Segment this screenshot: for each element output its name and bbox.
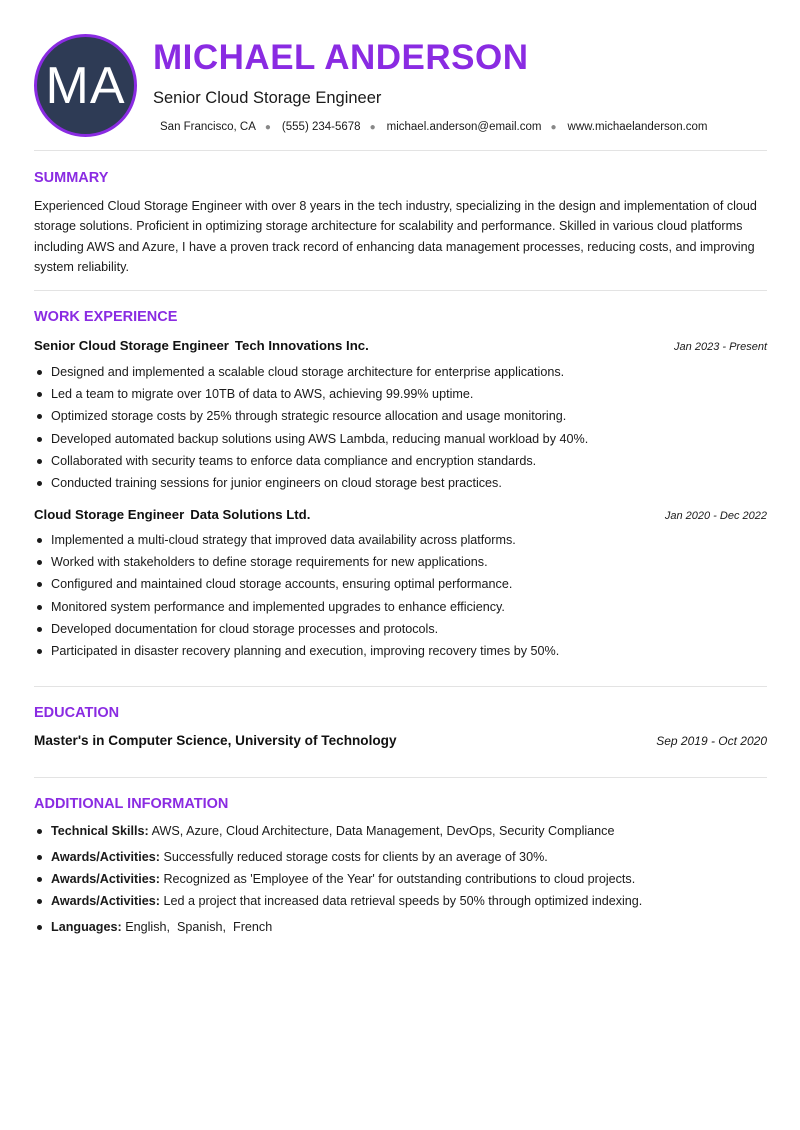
summary-text: Experienced Cloud Storage Engineer with over 8 years in the tech industry, specializing in the design and implementation of cloud storage solutions. Proficient in optimizing storage architecture for scalability and performance. Skilled in various cloud platforms including AWS and Azure, I have a proven track record of enhancing data management processes, reducing costs, and improving system reliability. (34, 199, 757, 274)
education-degree: Master's in Computer Science, University of Technology (34, 733, 397, 748)
list-item: Developed documentation for cloud storage processes and protocols. (51, 618, 767, 640)
education-entry (34, 733, 767, 748)
education-heading: EDUCATION (34, 705, 120, 721)
item-text: English, Spanish, French (125, 920, 273, 935)
job-company: Tech Innovations Inc. (234, 338, 369, 353)
job-title-line (34, 338, 369, 353)
list-item (51, 916, 767, 938)
item-label: Awards/Activities: (51, 894, 160, 909)
item-label: Languages: (51, 920, 122, 935)
item-text: Led a project that increased data retrieval speeds by 50% through optimized indexing. (163, 894, 643, 909)
separator-dot-icon: ● (264, 121, 271, 133)
additional-list (51, 820, 767, 939)
list-item: Designed and implemented a scalable cloud storage architecture for enterprise applications. (51, 361, 767, 383)
list-item (51, 846, 767, 868)
list-item (51, 868, 767, 890)
job-title: Senior Cloud Storage Engineer (34, 338, 229, 353)
divider (34, 150, 767, 151)
contact-phone: (555) 234-5678 (281, 121, 361, 133)
list-item: Participated in disaster recovery planning and execution, improving recovery times by 50%. (51, 640, 767, 662)
list-item: Worked with stakeholders to define storage requirements for new applications. (51, 551, 767, 573)
list-item: Implemented a multi-cloud strategy that improved data availability across platforms. (51, 529, 767, 551)
list-item: Developed automated backup solutions using AWS Lambda, reducing manual workload by 40%. (51, 428, 767, 450)
divider (34, 686, 767, 687)
item-text: Successfully reduced storage costs for clients by an average of 30%. (163, 850, 548, 864)
job-company: Data Solutions Ltd. (190, 507, 311, 522)
avatar: MA (34, 34, 137, 137)
job-title-line (34, 507, 310, 522)
job-header (34, 507, 767, 522)
list-item (51, 890, 767, 916)
separator-dot-icon: ● (550, 121, 557, 133)
candidate-role: Senior Cloud Storage Engineer (153, 89, 382, 107)
contact-website[interactable]: www.michaelanderson.com (567, 121, 708, 133)
list-item: Collaborated with security teams to enforce data compliance and encryption standards. (51, 450, 767, 472)
job-bullets (51, 529, 767, 662)
list-item (51, 820, 767, 846)
experience-heading: WORK EXPERIENCE (34, 309, 178, 325)
job-dates: Jan 2023 - Present (674, 341, 767, 353)
education-dates: Sep 2019 - Oct 2020 (656, 734, 767, 748)
job-header (34, 338, 767, 353)
item-text: Recognized as 'Employee of the Year' for outstanding contributions to cloud projects. (163, 872, 636, 887)
item-label: Technical Skills: (51, 824, 149, 838)
job-dates: Jan 2020 - Dec 2022 (664, 510, 767, 522)
candidate-name: MICHAEL ANDERSON (153, 38, 529, 77)
list-item: Conducted training sessions for junior engineers on cloud storage best practices. (51, 472, 767, 494)
list-item: Optimized storage costs by 25% through strategic resource allocation and usage monitoring. (51, 405, 767, 427)
list-item: Monitored system performance and implemented upgrades to enhance efficiency. (51, 596, 767, 618)
summary-heading: SUMMARY (34, 170, 109, 186)
divider (34, 777, 767, 778)
job-bullets (51, 361, 767, 494)
list-item: Configured and maintained cloud storage accounts, ensuring optimal performance. (51, 573, 767, 595)
item-text: AWS, Azure, Cloud Architecture, Data Management, DevOps, Security Compliance (151, 824, 615, 838)
item-label: Awards/Activities: (51, 850, 160, 864)
job-title: Cloud Storage Engineer (34, 507, 185, 522)
contact-bar (160, 121, 708, 133)
separator-dot-icon: ● (369, 121, 376, 133)
additional-heading: ADDITIONAL INFORMATION (34, 796, 229, 812)
list-item: Led a team to migrate over 10TB of data to AWS, achieving 99.99% uptime. (51, 383, 767, 405)
item-label: Awards/Activities: (51, 872, 160, 887)
contact-email[interactable]: michael.anderson@email.com (386, 121, 542, 133)
divider (34, 290, 767, 291)
contact-location: San Francisco, CA (160, 121, 256, 133)
